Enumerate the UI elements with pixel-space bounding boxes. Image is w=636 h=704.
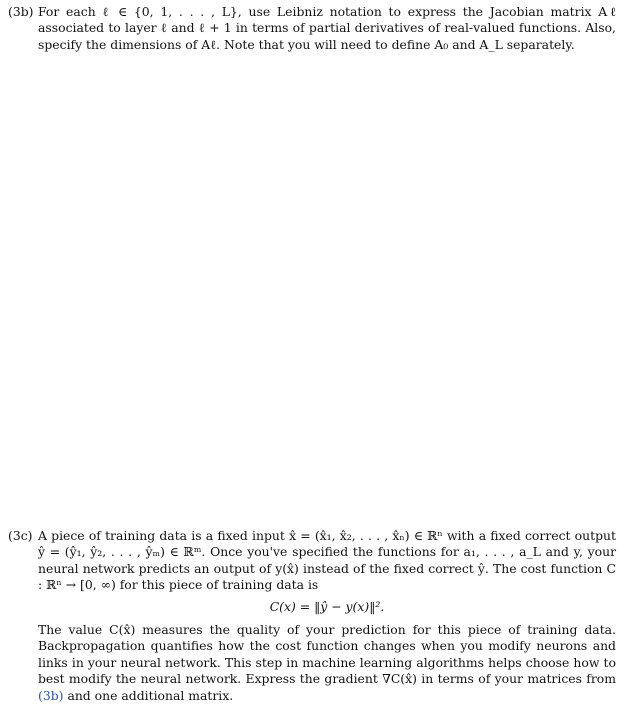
problem-3b: [8, 4, 616, 53]
followup-text-end: and one additional matrix.: [67, 687, 234, 703]
problem-label: (3b): [8, 4, 34, 19]
problem-text: A piece of training data is a fixed input x̂ = (x̂₁, x̂₂, . . . , x̂ₙ) ∈ ℝⁿ with a fixed correct output ŷ = (ŷ₁, ŷ₂, . . . , ŷₘ) ∈ ℝᵐ. Once you've specified the functions for a₁, . . . , a_L and y, your neural network predicts an output of y(x̂) instead of the fixed correct ŷ. The cost function C : ℝⁿ → [0, ∞) for this piece of training data is: [38, 528, 616, 593]
problem-followup: [38, 622, 616, 704]
problem-text: For each ℓ ∈ {0, 1, . . . , L}, use Leibniz notation to express the Jacobian matrix Aℓ associated to layer ℓ and ℓ + 1 in terms of partial derivatives of real-valued functions. Also, specify the dimensions of Aℓ. Note that you will need to define A₀ and A_L separately.: [38, 4, 616, 52]
reference-link-3b[interactable]: (3b): [38, 687, 64, 703]
cost-equation: C(x) = ‖ŷ − y(x)‖².: [269, 598, 385, 614]
followup-text: The value C(x̂) measures the quality of your prediction for this piece of training data. Backpropagation quantifies how the cost function changes when you modify neurons and links in your neural network. This step in machine learning algorithms helps choose how to best modify the neural network. Express the gradient ∇C(x̂) in terms of your matrices from: [38, 622, 616, 687]
problem-3c: [8, 528, 616, 704]
problem-label: (3c): [8, 528, 33, 543]
